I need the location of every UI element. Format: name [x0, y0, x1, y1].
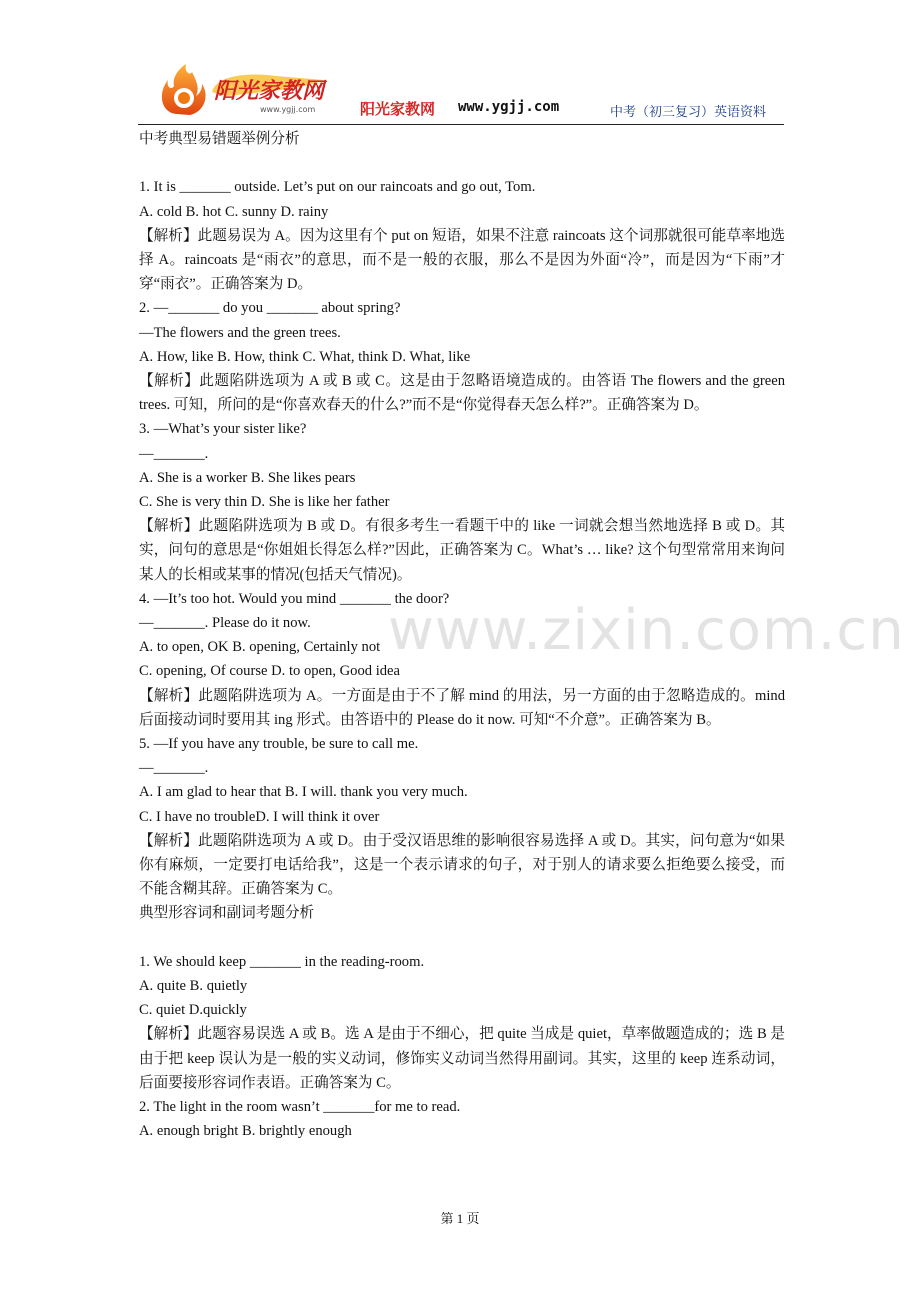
svg-text:www.ygjj.com: www.ygjj.com: [260, 105, 316, 114]
options-4b: C. opening, Of course D. to open, Good idea: [139, 663, 401, 680]
question-1: 1. It is _______ outside. Let’s put on our raincoats and go out, Tom.: [139, 179, 536, 196]
question-b2: 2. The light in the room wasn’t _______for me to read.: [139, 1099, 461, 1116]
options-5b: C. I have no troubleD. I will think it over: [139, 808, 380, 825]
answer-line-2: —The flowers and the green trees.: [139, 324, 341, 341]
analysis-4: 【解析】此题陷阱选项为 A。一方面是由于不了解 mind 的用法，另一方面的由于忽略造成的。mind 后面接动词时要用其 ing 形式。由答语中的 Please do it now. 可知“不介意”。正确答案为 B。: [139, 687, 785, 728]
question-5: 5. —If you have any trouble, be sure to call me.: [139, 736, 419, 753]
section-title-2: 典型形容词和副词考题分析: [139, 905, 315, 922]
page-number: 第 1 页: [440, 1211, 480, 1226]
header-subtitle: 中考（初三复习）英语资料: [609, 105, 766, 120]
question-b1: 1. We should keep _______ in the reading-room.: [139, 953, 425, 970]
options-5a: A. I am glad to hear that B. I will. thank you very much.: [139, 784, 468, 801]
analysis-1: 【解析】此题易误为 A。因为这里有个 put on 短语，如果不注意 raincoats 这个词那就很可能草率地选择 A。raincoats 是“雨衣”的意思，而不是一般的衣服，那么不是因为外面“冷”，而是因为“下雨”才穿“雨衣”。正确答案为 D。: [139, 227, 785, 293]
options-2: A. How, like B. How, think C. What, think D. What, like: [139, 348, 471, 365]
question-2: 2. —_______ do you _______ about spring?: [139, 300, 401, 317]
answer-line-3: —_______.: [139, 445, 209, 462]
section-title: 中考典型易错题举例分析: [139, 131, 300, 147]
options-4a: A. to open, OK B. opening, Certainly not: [139, 639, 381, 656]
options-3a: A. She is a worker B. She likes pears: [139, 469, 356, 486]
document-body: [139, 127, 785, 1144]
site-name: 阳光家教网: [360, 100, 436, 118]
analysis-3: 【解析】此题陷阱选项为 B 或 D。有很多考生一看题干中的 like 一词就会想当然地选择 B 或 D。其实，问句的意思是“你姐姐长得怎么样?”因此，正确答案为 C。What’s … like? 这个句型常常用来询问某人的长相或某事的情况(包括天气情况)。: [139, 518, 785, 583]
analysis-5: 【解析】此题陷阱选项为 A 或 D。由于受汉语思维的影响很容易选择 A 或 D。其实，问句意为“如果你有麻烦，一定要打电话给我”，这是一个表示请求的句子，对于别人的请求要么拒绝要么接受，而不能含糊其辞。正确答案为 C。: [139, 832, 785, 898]
options-b1a: A. quite B. quietly: [139, 978, 248, 995]
watermark: www.zixin.com.cn: [388, 598, 905, 663]
header-divider: [138, 124, 784, 125]
analysis-2: 【解析】此题陷阱选项为 A 或 B 或 C。这是由于忽略语境造成的。由答语 The flowers and the green trees. 可知，所问的是“你喜欢春天的什么?”而不是“你觉得春天怎么样?”。正确答案为 D。: [139, 373, 785, 414]
blank-line: [139, 151, 785, 175]
page-header: [138, 58, 784, 126]
answer-line-4: —_______. Please do it now.: [139, 615, 311, 632]
blank-line-2: [139, 926, 785, 950]
options-3b: C. She is very thin D. She is like her father: [139, 494, 390, 511]
svg-text:阳光家教网: 阳光家教网: [214, 79, 325, 104]
site-url-link[interactable]: www.ygjj.com: [458, 99, 560, 115]
question-3: 3. —What’s your sister like?: [139, 421, 307, 438]
answer-line-5: —_______.: [139, 760, 209, 777]
analysis-b1: 【解析】此题容易误选 A 或 B。选 A 是由于不细心，把 quite 当成是 quiet，草率做题造成的；选 B 是由于把 keep 误认为是一般的实义动词，修饰实义动词当然得用副词。其实，这里的 keep 连系动词，后面要接形容词作表语。正确答案为 C。: [139, 1026, 785, 1091]
options-b1b: C. quiet D.quickly: [139, 1002, 247, 1019]
sunshine-logo-icon[interactable]: [156, 62, 332, 118]
question-4: 4. —It’s too hot. Would you mind _______ the door?: [139, 590, 450, 607]
options-b2: A. enough bright B. brightly enough: [139, 1123, 352, 1140]
options-1: A. cold B. hot C. sunny D. rainy: [139, 203, 329, 220]
